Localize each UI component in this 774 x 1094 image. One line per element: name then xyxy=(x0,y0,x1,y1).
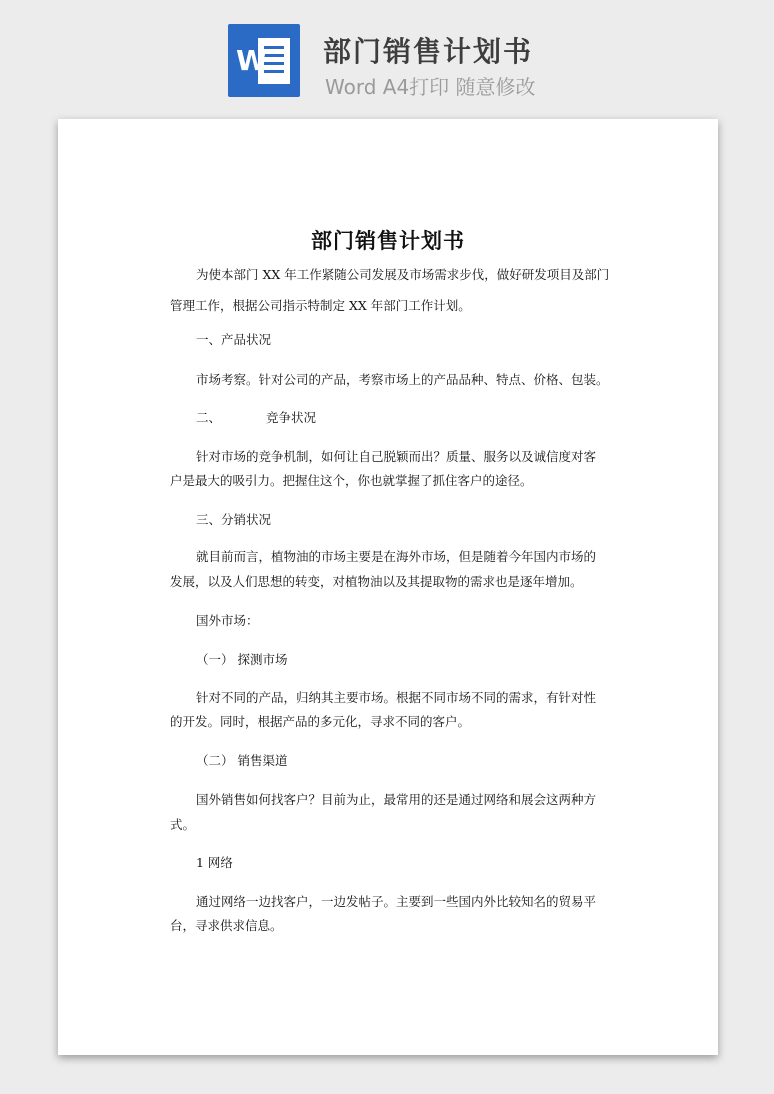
header-subtitle: Word A4打印 随意修改 xyxy=(325,75,536,99)
document-title: 部门销售计划书 xyxy=(311,229,465,253)
paragraph-line: 通过网络一边找客户，一边发帖子。主要到一些国内外比较知名的贸易平 xyxy=(196,894,597,909)
word-letter-icon: W xyxy=(236,44,267,77)
paragraph-line: 台，寻求供求信息。 xyxy=(170,918,283,933)
section-heading: 竞争状况 xyxy=(266,410,317,425)
subsection-heading: （二） 销售渠道 xyxy=(196,753,288,768)
paragraph-line: 的开发。同时，根据产品的多元化，寻求不同的客户。 xyxy=(170,714,471,729)
paragraph-line: 就目前而言，植物油的市场主要是在海外市场，但是随着今年国内市场的 xyxy=(196,549,597,564)
paragraph-line: 为使本部门 XX 年工作紧随公司发展及市场需求步伐，做好研发项目及部门 xyxy=(196,267,610,282)
paragraph-line: 式。 xyxy=(170,817,196,832)
paragraph-line: 国外销售如何找客户？目前为止，最常用的还是通过网络和展会这两种方 xyxy=(196,792,597,807)
section-heading-number: 二、 xyxy=(196,410,222,425)
word-document-icon xyxy=(228,24,300,97)
subsection-label: 国外市场： xyxy=(196,613,259,628)
header-title: 部门销售计划书 xyxy=(323,35,534,68)
paragraph-line: 针对市场的竞争机制，如何让自己脱颖而出？质量、服务以及诚信度对客 xyxy=(196,449,597,464)
paragraph-line: 市场考察。针对公司的产品，考察市场上的产品品种、特点、价格、包装。 xyxy=(196,372,609,387)
header-banner xyxy=(0,0,774,110)
document-page xyxy=(58,119,718,1055)
paragraph-line: 户是最大的吸引力。把握住这个，你也就掌握了抓住客户的途径。 xyxy=(170,473,533,488)
paragraph-line: 管理工作，根据公司指示特制定 XX 年部门工作计划。 xyxy=(170,298,471,313)
paragraph-line: 发展，以及人们思想的转变，对植物油以及其提取物的需求也是逐年增加。 xyxy=(170,574,583,589)
subsection-heading: 1 网络 xyxy=(196,855,233,870)
paragraph-line: 针对不同的产品，归纳其主要市场。根据不同市场不同的需求，有针对性 xyxy=(196,690,597,705)
section-heading: 三、分销状况 xyxy=(196,512,272,527)
subsection-heading: （一） 探测市场 xyxy=(196,652,288,667)
section-heading: 一、产品状况 xyxy=(196,332,272,347)
